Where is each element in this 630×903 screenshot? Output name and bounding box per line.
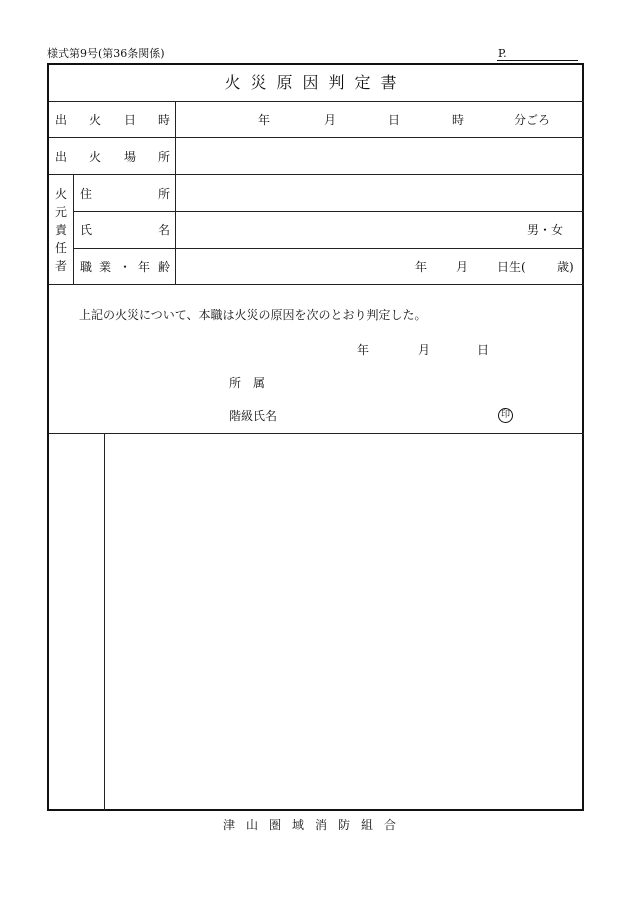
label-char: 業 bbox=[99, 260, 112, 274]
label-char: 元 bbox=[55, 205, 68, 219]
day-unit: 日 bbox=[388, 113, 401, 127]
label-char: 出 bbox=[55, 150, 68, 164]
divider bbox=[49, 174, 584, 175]
month-unit: 月 bbox=[456, 260, 469, 274]
label-char: 者 bbox=[55, 259, 68, 273]
label-char: 場 bbox=[124, 150, 137, 164]
label-char: 責 bbox=[55, 223, 68, 237]
label-char: 齢 bbox=[158, 260, 171, 274]
declaration-statement: 上記の火災について、本職は火災の原因を次のとおり判定した。 bbox=[79, 308, 427, 322]
form-title: 火災原因判定書 bbox=[224, 73, 407, 92]
divider bbox=[73, 248, 584, 249]
year-unit: 年 bbox=[357, 343, 370, 357]
divider bbox=[49, 101, 584, 102]
label-divider bbox=[175, 101, 176, 284]
label-char: 出 bbox=[55, 113, 68, 127]
notes-margin-column[interactable] bbox=[49, 434, 103, 811]
divider bbox=[49, 137, 584, 138]
label-char: 職 bbox=[80, 260, 93, 274]
label-char: 年 bbox=[138, 260, 151, 274]
form-number: 様式第9号(第36条関係) bbox=[47, 47, 165, 60]
label-char: 名 bbox=[158, 223, 171, 237]
month-unit: 月 bbox=[418, 343, 431, 357]
page-number-line[interactable] bbox=[497, 60, 578, 61]
notes-divider bbox=[104, 433, 105, 811]
label-char: 所 bbox=[158, 187, 171, 201]
fire-location-field[interactable] bbox=[177, 139, 582, 173]
age-unit: 歳) bbox=[557, 260, 574, 274]
label-char: 氏 bbox=[80, 223, 93, 237]
minute-unit: 分ごろ bbox=[514, 113, 551, 127]
label-char: 任 bbox=[55, 241, 68, 255]
label-char: 時 bbox=[158, 113, 171, 127]
label-char: ・ bbox=[119, 260, 132, 274]
group-divider bbox=[73, 174, 74, 284]
issuing-organization: 津山圏域消防組合 bbox=[222, 818, 407, 832]
address-field[interactable] bbox=[177, 176, 582, 210]
divider bbox=[49, 284, 584, 285]
gender-option[interactable]: 男・女 bbox=[527, 223, 564, 237]
affiliation-label: 所 属 bbox=[229, 376, 266, 390]
seal-mark-icon: 印 bbox=[498, 408, 513, 423]
label-char: 火 bbox=[89, 113, 102, 127]
cause-determination-area[interactable] bbox=[106, 434, 584, 811]
occupation-field[interactable] bbox=[177, 250, 407, 283]
divider bbox=[73, 211, 584, 212]
rank-name-field[interactable] bbox=[289, 403, 489, 427]
label-char: 火 bbox=[55, 187, 68, 201]
month-unit: 月 bbox=[324, 113, 337, 127]
label-char: 所 bbox=[158, 150, 171, 164]
fire-cause-form bbox=[47, 63, 584, 811]
label-char: 火 bbox=[89, 150, 102, 164]
label-char: 日 bbox=[124, 113, 137, 127]
name-field[interactable] bbox=[177, 213, 517, 247]
label-char: 住 bbox=[80, 187, 93, 201]
year-unit: 年 bbox=[415, 260, 428, 274]
rank-name-label: 階級氏名 bbox=[229, 409, 278, 423]
hour-unit: 時 bbox=[452, 113, 465, 127]
page-label: P. bbox=[498, 47, 507, 60]
year-unit: 年 bbox=[258, 113, 271, 127]
affiliation-field[interactable] bbox=[289, 370, 549, 394]
day-unit: 日 bbox=[477, 343, 490, 357]
birth-day-unit: 日生( bbox=[497, 260, 526, 274]
